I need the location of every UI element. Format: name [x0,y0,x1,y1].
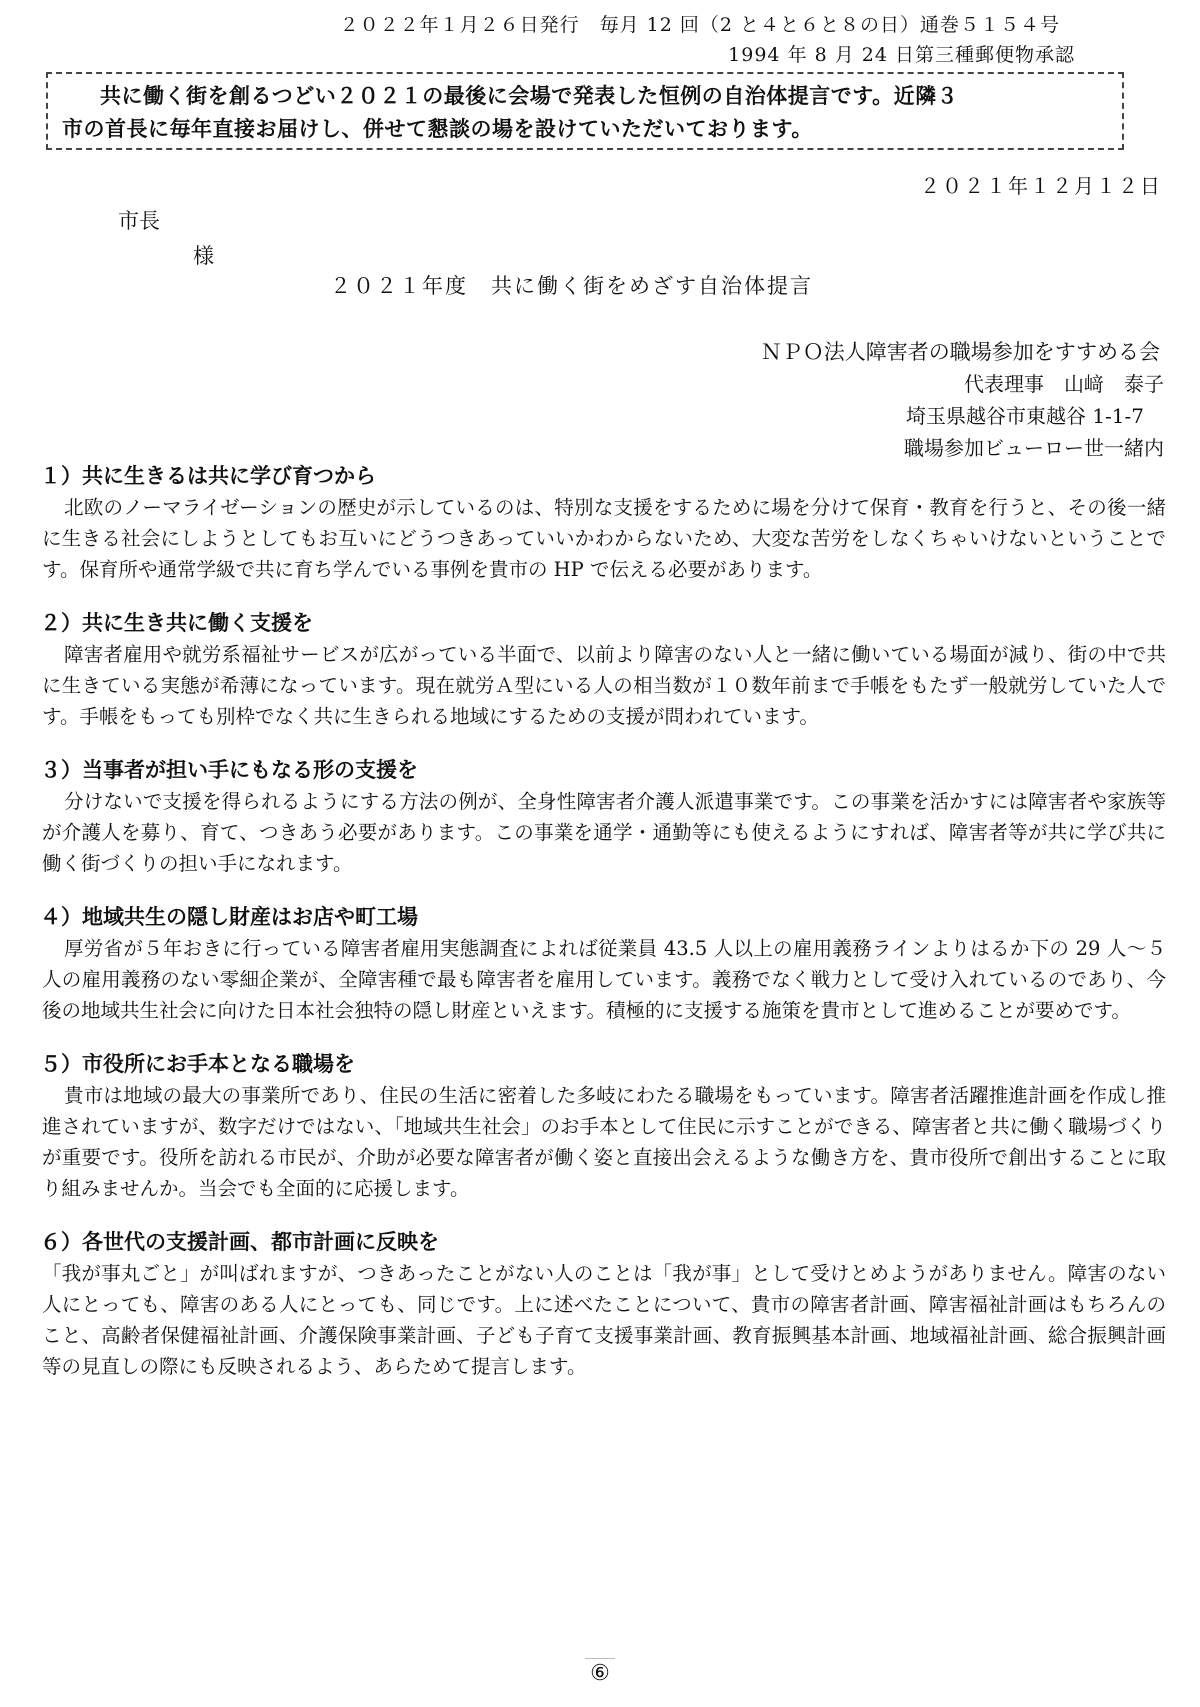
letter-date: ２０２１年１２月１２日 [920,174,1162,198]
section-text: 「我が事丸ごと」が叫ばれますが、つきあったことがない人のことは「我が事」として受けとめようがありません。障害のない人にとっても、障害のある人にとっても、同じです。上に述べたことについて、貴市の障害者計画、障害福祉計画はもちろんのこと、高齢者保健福祉計画、介護保険事業計画、子ども子育て支援事業計画、教育振興基本計画、地域福祉計画、総合振興計画等の見直しの際にも反映されるよう、あらためて提言します。 [42,1262,1166,1378]
recipient-honorific: 様 [193,244,214,268]
section-text: 障害者雇用や就労系福祉サービスが広がっている半面で、以前より障害のない人と一緒に働いている場面が減り、街の中で共に生きている実態が希薄になっています。現在就労Ａ型にいる人の相当数が１０数年前まで手帳をもたず一般就労していた人です。手帳をもっても別枠でなく共に生きられる地域にするための支援が問われています。 [42,643,1166,728]
proposal-section [38,1226,1166,1382]
organization-care-of: 職場参加ビューロー世一緒内 [904,436,1164,460]
section-heading: ３）当事者が担い手にもなる形の支援を [40,758,418,782]
section-text: 北欧のノーマライゼーションの歴史が示しているのは、特別な支援をするために場を分けて保育・教育を行うと、その後一緒に生きる社会にしようとしてもお互いにどうつきあっていいかわからないため、大変な苦労をしなくちゃいけないということです。保育所や通常学級で共に育ち学んでいる事例を貴市の HP で伝える必要があります。 [42,496,1166,581]
recipient: 市長 [118,209,160,233]
intro-notice-box [46,72,1124,150]
proposal-section [38,607,1166,732]
section-heading: ６）各世代の支援計画、都市計画に反映を [40,1230,439,1254]
document-title: ２０２１年度 共に働く街をめざす自治体提言 [330,274,813,298]
intro-notice-line: 共に働く街を創るつどい２０２１の最後に会場で発表した恒例の自治体提言です。近隣３ [100,84,959,108]
organization-name: ＮＰＯ法人障害者の職場参加をすすめる会 [760,340,1160,364]
section-heading: ４）地域共生の隠し財産はお店や町工場 [40,905,418,929]
section-text: 厚労省が５年おきに行っている障害者雇用実態調査によれば従業員 43.5 人以上の雇用義務ラインよりはるか下の 29 人～５人の雇用義務のない零細企業が、全障害種で最も障害者を雇用しています。義務でなく戦力として受け入れているのであり、今後の地域共生社会に向けた日本社会独特の隠し財産といえます。積極的に支援する施策を貴市として進めることが要めです。 [42,937,1166,1022]
publication-info: ２０２２年１月２６日発行 毎月 12 回（2 と４と６と８の日）通巻５１５４号 [339,14,1060,36]
section-heading: １）共に生きるは共に学び育つから [40,464,376,488]
footer-divider [585,1658,615,1659]
page-number: ⑥ [590,1661,610,1686]
proposal-section [38,754,1166,879]
intro-notice-line: 市の首長に毎年直接お届けし、併せて懇談の場を設けていただいております。 [62,117,813,141]
organization-address: 埼玉県越谷市東越谷 1-1-7 [905,404,1144,428]
proposal-section [38,460,1166,585]
representative: 代表理事 山﨑 泰子 [964,372,1164,396]
section-heading: ２）共に生き共に働く支援を [40,611,313,635]
page-number-footer [0,1658,1200,1686]
section-text: 分けないで支援を得られるようにする方法の例が、全身性障害者介護人派遣事業です。この事業を活かすには障害者や家族等が介護人を募り、育て、つきあう必要があります。この事業を通学・通勤等にも使えるようにすれば、障害者等が共に学び共に働く街づくりの担い手になれます。 [42,790,1166,875]
proposal-section [38,901,1166,1026]
proposal-section [38,1048,1166,1204]
section-text: 貴市は地域の最大の事業所であり、住民の生活に密着した多岐にわたる職場をもっています。障害者活躍推進計画を作成し推進されていますが、数字だけではない、「地域共生社会」のお手本として住民に示すことができる、障害者と共に働く職場づくりが重要です。役所を訪れる市民が、介助が必要な障害者が働く姿と直接出会えるような働き方を、貴市役所で創出することに取り組みませんか。当会でも全面的に応援します。 [42,1084,1166,1200]
section-heading: ５）市役所にお手本となる職場を [40,1052,355,1076]
postal-approval: 1994 年 8 月 24 日第三種郵便物承認 [728,44,1075,66]
proposal-body [38,460,1166,1382]
